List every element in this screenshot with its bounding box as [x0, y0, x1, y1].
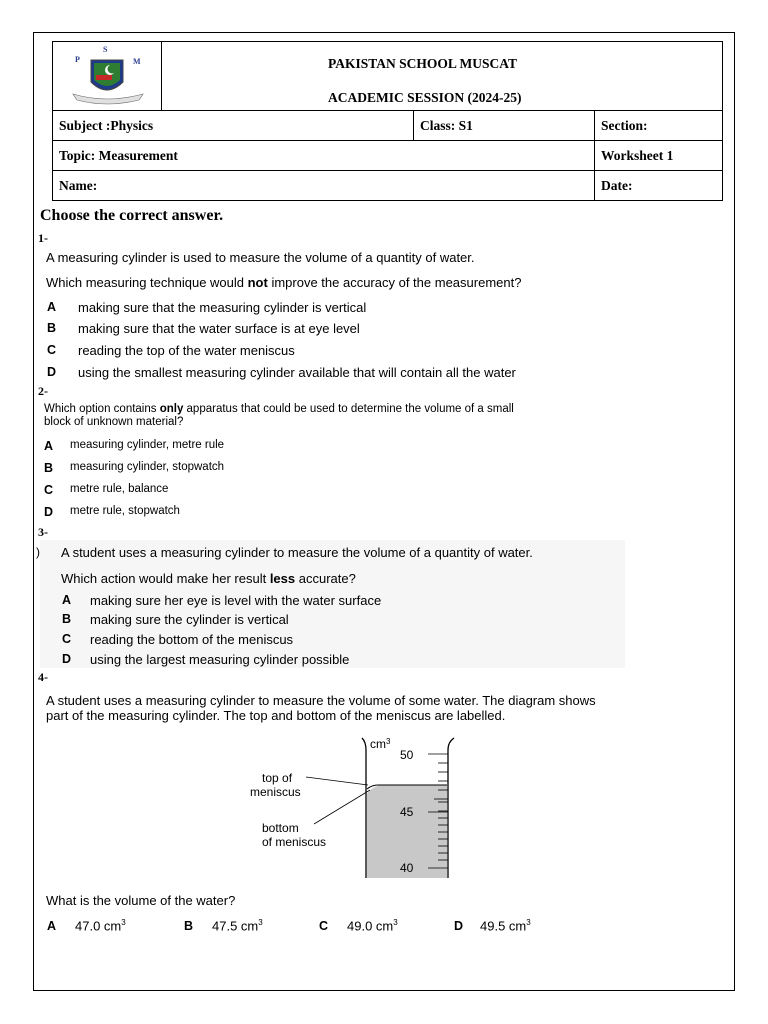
- svg-text:M: M: [133, 57, 141, 66]
- school-logo: [53, 42, 161, 106]
- q2-option-b-letter: B: [44, 461, 54, 475]
- q3-option-d[interactable]: using the largest measuring cylinder possible: [90, 652, 350, 667]
- leader-bottom: [314, 790, 370, 824]
- svg-text:S: S: [103, 45, 108, 54]
- leader-top: [306, 777, 368, 785]
- school-name: PAKISTAN SCHOOL MUSCAT: [328, 56, 518, 71]
- q4-option-c-letter: C: [319, 919, 329, 933]
- q4-option-d-sup: 3: [526, 918, 531, 927]
- q4-option-b[interactable]: [212, 918, 263, 933]
- q2-option-d[interactable]: metre rule, stopwatch: [70, 505, 180, 517]
- label-bottom-line1: bottom: [262, 821, 299, 835]
- label-top-line2: meniscus: [250, 785, 301, 799]
- q4-option-b-text: 47.5 cm: [212, 918, 259, 934]
- tick-label-50: 50: [400, 748, 414, 762]
- tick-label-40: 40: [400, 861, 414, 875]
- q3-stem: A student uses a measuring cylinder to measure the volume of a quantity of water.: [61, 545, 533, 560]
- logo-cell: [53, 42, 162, 111]
- school-name-cell: [162, 42, 723, 111]
- q2-option-b[interactable]: measuring cylinder, stopwatch: [70, 461, 225, 473]
- q2-option-d-letter: D: [44, 505, 54, 519]
- q1-option-c-letter: C: [47, 343, 57, 357]
- date-cell: Date:: [594, 171, 722, 201]
- q2-stem-post: apparatus that could be used to determine the volume of a small: [183, 403, 514, 415]
- instruction-heading: Choose the correct answer.: [40, 207, 224, 224]
- subject-cell: Subject :Physics: [53, 111, 414, 141]
- q4-option-d[interactable]: [480, 918, 531, 933]
- cylinder-right-wall: [448, 738, 454, 878]
- topic-cell: Topic: Measurement: [53, 141, 595, 171]
- q4-question: What is the volume of the water?: [46, 893, 236, 908]
- q1-option-c[interactable]: reading the top of the water meniscus: [78, 343, 295, 358]
- q3-option-a[interactable]: making sure her eye is level with the water surface: [90, 593, 382, 608]
- q4-option-d-text: 49.5 cm: [480, 918, 527, 934]
- q2-number: 2-: [38, 384, 48, 398]
- q2-stem-line1: [44, 403, 514, 415]
- q1-option-b-letter: B: [47, 321, 57, 335]
- q1-option-b[interactable]: making sure that the water surface is at eye level: [78, 321, 360, 336]
- q4-stem-line1: A student uses a measuring cylinder to measure the volume of some water. The diagram shows: [46, 693, 596, 708]
- label-bottom-line2: of meniscus: [262, 835, 327, 849]
- q4-option-a-sup: 3: [121, 918, 126, 927]
- q2-option-a[interactable]: measuring cylinder, metre rule: [70, 439, 225, 451]
- q4-option-d-letter: D: [454, 919, 464, 933]
- q3-number: 3-: [38, 525, 48, 539]
- q3-question: [61, 571, 356, 586]
- q3-option-c[interactable]: reading the bottom of the meniscus: [90, 632, 294, 647]
- q4-option-a-text: 47.0 cm: [75, 918, 122, 934]
- q4-option-b-letter: B: [184, 919, 194, 933]
- q4-stem-line2: part of the measuring cylinder. The top and bottom of the meniscus are labelled.: [46, 708, 506, 723]
- worksheet-cell: Worksheet 1: [594, 141, 722, 171]
- q3-option-a-letter: A: [62, 593, 72, 607]
- q3-question-bold: less: [269, 571, 296, 586]
- q1-number: 1-: [38, 231, 48, 245]
- q4-option-a[interactable]: [75, 918, 126, 933]
- q3-option-b-letter: B: [62, 612, 72, 626]
- academic-session: ACADEMIC SESSION (2024-25): [328, 90, 522, 105]
- q1-option-d-letter: D: [47, 365, 57, 379]
- q3-bullet-mark: ): [36, 545, 40, 559]
- q4-option-c[interactable]: [347, 918, 398, 933]
- label-top-line1: top of: [262, 771, 293, 785]
- q2-stem-bold: only: [159, 403, 184, 415]
- q2-option-a-letter: A: [44, 439, 54, 453]
- q1-option-a-letter: A: [47, 300, 57, 314]
- q3-option-b[interactable]: making sure the cylinder is vertical: [90, 612, 289, 627]
- q4-option-b-sup: 3: [258, 918, 263, 927]
- q2-stem-pre: Which option contains: [44, 403, 160, 415]
- q4-number: 4-: [38, 670, 48, 684]
- q1-question-post: improve the accuracy of the measurement?: [267, 275, 522, 290]
- q3-option-c-letter: C: [62, 632, 72, 646]
- section-cell: Section:: [594, 111, 722, 141]
- q2-stem-line2: block of unknown material?: [44, 416, 184, 428]
- q3-question-post: accurate?: [295, 571, 356, 586]
- q4-option-c-sup: 3: [393, 918, 398, 927]
- name-cell: Name:: [53, 171, 595, 201]
- q1-stem: A measuring cylinder is used to measure the volume of a quantity of water.: [46, 250, 475, 265]
- measuring-cylinder-diagram: [240, 732, 480, 882]
- q1-option-a[interactable]: making sure that the measuring cylinder is vertical: [78, 300, 367, 315]
- cylinder-left-wall: [362, 738, 366, 878]
- q2-option-c[interactable]: metre rule, balance: [70, 483, 169, 495]
- q1-question: [46, 275, 521, 290]
- q1-question-bold: not: [247, 275, 268, 290]
- q3-option-d-letter: D: [62, 652, 72, 666]
- q3-question-pre: Which action would make her result: [61, 571, 270, 586]
- q1-question-pre: Which measuring technique would: [46, 275, 248, 290]
- q1-option-d[interactable]: using the smallest measuring cylinder available that will contain all the water: [78, 365, 516, 380]
- q4-option-c-text: 49.0 cm: [347, 918, 394, 934]
- header-table: [52, 41, 723, 201]
- unit-label: $cm^3$: [370, 737, 391, 751]
- tick-label-45: 45: [400, 805, 414, 819]
- q2-option-c-letter: C: [44, 483, 54, 497]
- q4-option-a-letter: A: [47, 919, 57, 933]
- svg-text:P: P: [75, 55, 80, 64]
- class-cell: Class: S1: [413, 111, 594, 141]
